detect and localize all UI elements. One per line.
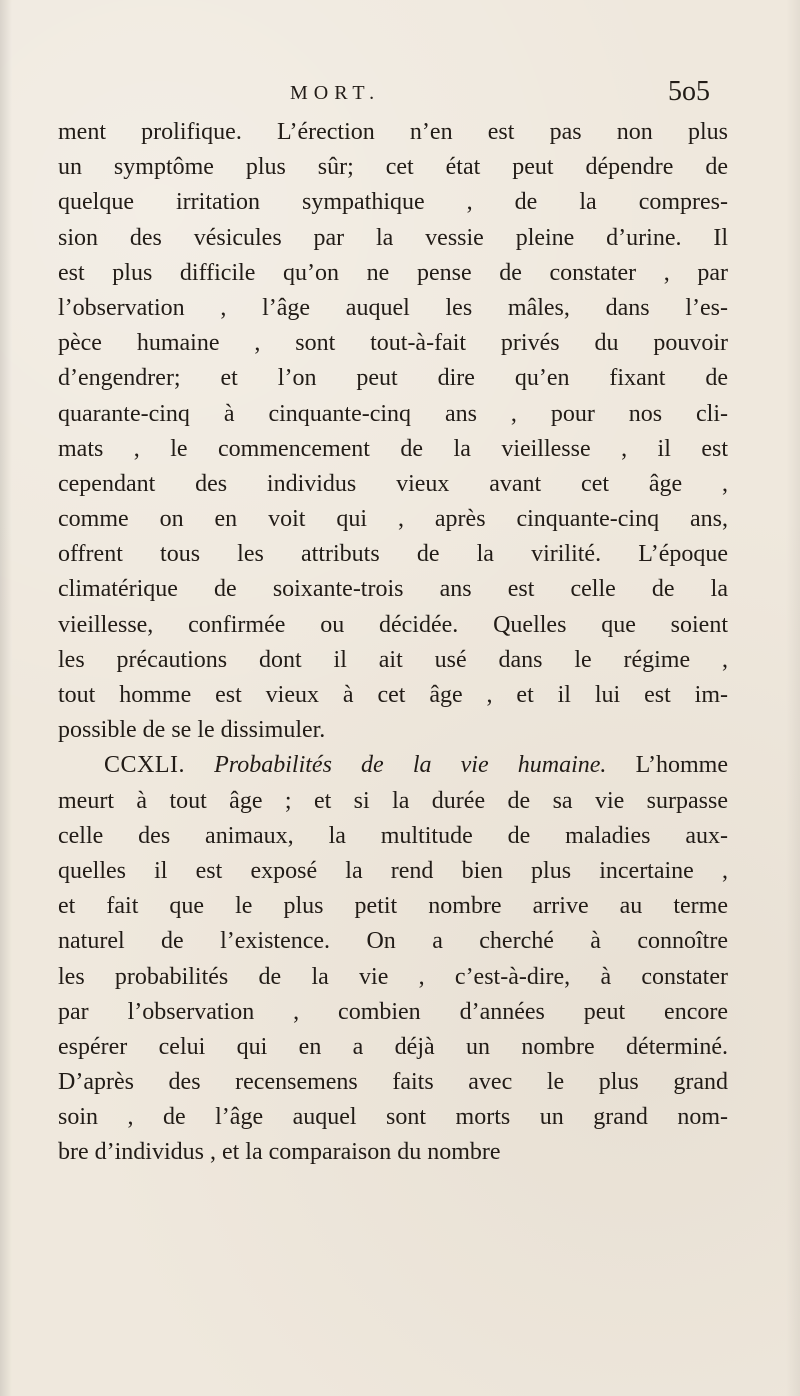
text-line: tout homme est vieux à cet âge , et il lui est im-: [58, 682, 728, 708]
section-title: Probabilités de la vie humaine.: [214, 752, 607, 779]
text-line: est plus difficile qu’on ne pense de constater , par: [58, 259, 728, 286]
section-heading-line: [58, 748, 728, 783]
text-line: quelque irritation sympathique , de la compres-: [58, 189, 728, 216]
text-line: vieillesse, confirmée ou décidée. Quelles que soient: [58, 611, 728, 638]
text-line: climatérique de soixante-trois ans est celle de la: [58, 576, 728, 603]
page-right-shadow: [786, 0, 800, 1396]
text-line: naturel de l’existence. On a cherché à connoître: [58, 928, 728, 955]
section-heading-continuation: L’homme: [635, 752, 728, 779]
text-line: espérer celui qui en a déjà un nombre déterminé.: [58, 1033, 728, 1060]
text-line: soin , de l’âge auquel sont morts un grand nom-: [58, 1104, 728, 1131]
text-line: l’observation , l’âge auquel les mâles, dans l’es-: [58, 294, 728, 321]
text-line: les précautions dont il ait usé dans le régime ,: [58, 646, 728, 673]
text-line: d’engendrer; et l’on peut dire qu’en fixant de: [58, 365, 728, 392]
text-line: comme on en voit qui , après cinquante-cinq ans,: [58, 506, 728, 533]
text-line: un symptôme plus sûr; cet état peut dépendre de: [58, 154, 728, 181]
section-number: CCXLI.: [104, 752, 185, 779]
running-head: MORT.: [290, 82, 381, 104]
text-line: pèce humaine , sont tout-à-fait privés du pouvoir: [58, 330, 728, 357]
text-line: bre d’individus , et la comparaison du nombre: [58, 1139, 501, 1166]
text-line: ment prolifique. L’érection n’en est pas non plus: [58, 119, 728, 145]
text-line: par l’observation , combien d’années peut encore: [58, 998, 728, 1025]
text-line: et fait que le plus petit nombre arrive au terme: [58, 893, 728, 920]
text-line: offrent tous les attributs de la virilité. L’époque: [58, 541, 728, 568]
text-line: mats , le commencement de la vieillesse , il est: [58, 435, 728, 462]
page-left-shadow: [0, 0, 12, 1396]
text-line: cependant des individus vieux avant cet âge ,: [58, 470, 728, 497]
text-line: les probabilités de la vie , c’est-à-dire, à constater: [58, 963, 728, 990]
text-line: celle des animaux, la multitude de maladies aux-: [58, 822, 728, 849]
main-text: [58, 115, 728, 1171]
page-number: 5o5: [668, 76, 710, 107]
text-line: D’après des recensemens faits avec le plus grand: [58, 1069, 728, 1096]
text-line: quelles il est exposé la rend bien plus incertaine ,: [58, 857, 728, 884]
text-line: sion des vésicules par la vessie pleine d’urine. Il: [58, 224, 728, 251]
text-line: possible de se le dissimuler.: [58, 717, 326, 744]
text-line: meurt à tout âge ; et si la durée de sa vie surpasse: [58, 787, 728, 814]
text-line: quarante-cinq à cinquante-cinq ans , pour nos cli-: [58, 400, 728, 427]
page-header: [0, 76, 800, 112]
